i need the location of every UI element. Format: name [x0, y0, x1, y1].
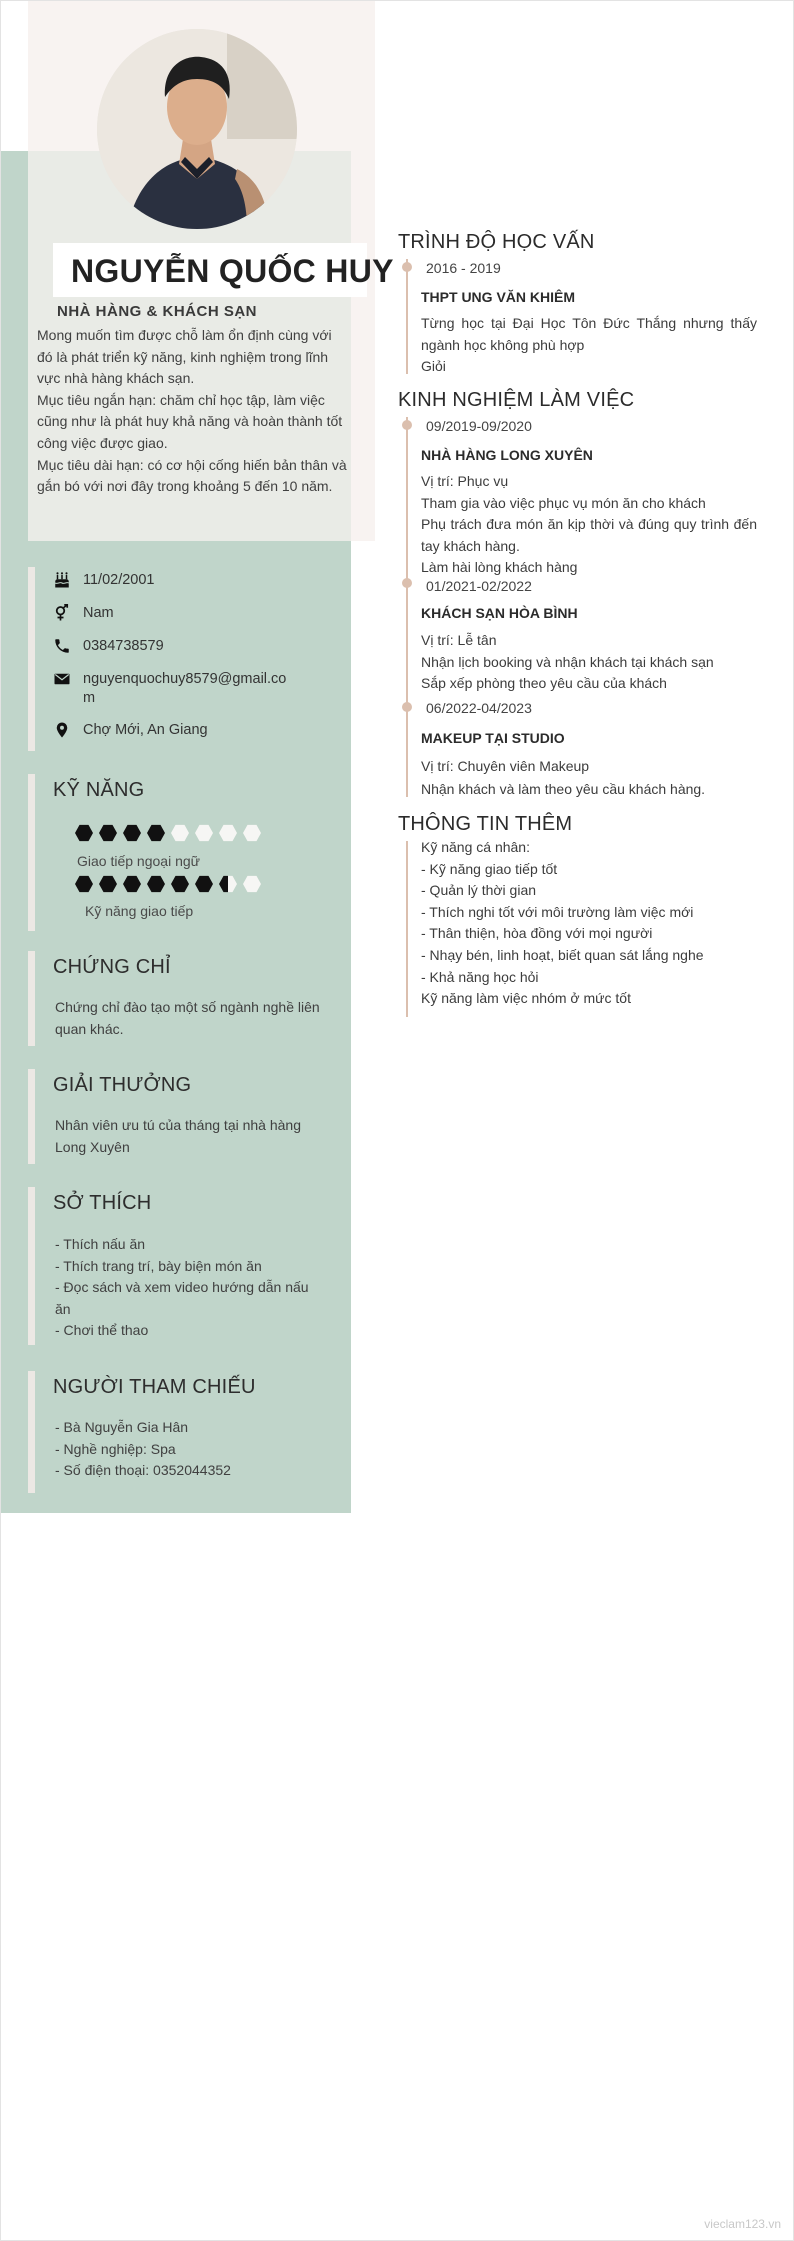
- hobbies-bar: [28, 1187, 35, 1345]
- skill-label: Kỹ năng giao tiếp: [85, 903, 194, 919]
- timeline-dot: [402, 262, 412, 272]
- list-item: - Số điện thoại: 0352044352: [55, 1462, 231, 1479]
- contact-gender: [51, 602, 341, 624]
- rating-hex: [147, 875, 165, 893]
- job-line: Làm hài lòng khách hàng: [421, 559, 578, 576]
- additional-line: Kỹ năng làm việc nhóm ở mức tốt: [421, 990, 631, 1007]
- job-line: Tham gia vào việc phục vụ món ăn cho khách: [421, 494, 706, 511]
- job-line: Phụ trách đưa món ăn kịp thời và đúng quy trình đến tay khách hàng.: [421, 516, 757, 554]
- rating-hex: [219, 875, 237, 893]
- skills-title: KỸ NĂNG: [53, 779, 145, 801]
- job-details: [421, 471, 757, 579]
- timeline-dot: [402, 702, 412, 712]
- timeline-line: [406, 259, 408, 374]
- rating-hex: [99, 824, 117, 842]
- certificates-title: CHỨNG CHỈ: [53, 956, 171, 978]
- rating-hex: [99, 875, 117, 893]
- contact-phone: [51, 635, 341, 657]
- contact-bar: [28, 567, 35, 751]
- contact-email: [51, 668, 341, 708]
- birthday-text: 11/02/2001: [83, 572, 155, 588]
- job-details: [421, 756, 757, 800]
- list-item: - Đọc sách và xem video hướng dẫn nấu ăn: [55, 1279, 309, 1317]
- skill-label: Giao tiếp ngoại ngữ: [77, 853, 201, 869]
- additional-line: - Nhạy bén, linh hoạt, biết quan sát lắng nghe: [421, 946, 704, 963]
- job-position: Vị trí: Lễ tân: [421, 632, 497, 648]
- timeline-dot: [402, 420, 412, 430]
- education-details: [421, 313, 757, 378]
- hobbies-list: [55, 1234, 325, 1342]
- experience-title: KINH NGHIỆM LÀM VIỆC: [398, 389, 635, 411]
- job-line: Nhận lịch booking và nhận khách tại khách sạn: [421, 653, 714, 670]
- rating-hex: [75, 824, 93, 842]
- rating-hex: [123, 824, 141, 842]
- additional-line: - Khả năng học hỏi: [421, 968, 539, 985]
- mail-icon: [51, 668, 73, 690]
- watermark: vieclam123.vn: [704, 2217, 781, 2231]
- references-bar: [28, 1371, 35, 1493]
- job-line: Sắp xếp phòng theo yêu cầu của khách: [421, 675, 667, 692]
- certificates-text: Chứng chỉ đào tạo một số ngành nghề liên quan khác.: [55, 999, 320, 1037]
- job-company: NHÀ HÀNG LONG XUYÊN: [421, 447, 593, 463]
- gender-text: Nam: [83, 605, 114, 621]
- education-line: Giỏi: [421, 358, 446, 375]
- list-item: - Nghề nghiệp: Spa: [55, 1440, 176, 1457]
- certificates-bar: [28, 951, 35, 1046]
- skill-rating-2: [75, 875, 261, 893]
- rating-hex: [123, 875, 141, 893]
- timeline-line: [406, 841, 408, 1017]
- skill-rating-1: [75, 824, 261, 842]
- job-title: NHÀ HÀNG & KHÁCH SẠN: [57, 303, 257, 320]
- contact-birthday: [51, 569, 341, 591]
- contact-list: [51, 569, 341, 752]
- rating-hex: [171, 824, 189, 842]
- rating-hex: [243, 875, 261, 893]
- location-icon: [51, 719, 73, 741]
- objective-paragraph: Mục tiêu ngắn hạn: chăm chỉ học tập, làm việc cũng như là phát huy khả năng và hoàn thành tốt công việc được giao.: [37, 391, 343, 451]
- list-item: - Thích trang trí, bày biện món ăn: [55, 1257, 262, 1274]
- rating-hex: [171, 875, 189, 893]
- additional-line: - Quản lý thời gian: [421, 882, 537, 899]
- rating-hex: [147, 824, 165, 842]
- job-position: Vị trí: Phục vụ: [421, 473, 509, 489]
- job-date: 06/2022-04/2023: [426, 700, 532, 716]
- career-objective: [37, 325, 347, 498]
- list-item: - Bà Nguyễn Gia Hân: [55, 1419, 189, 1435]
- rating-hex: [195, 824, 213, 842]
- rating-hex: [219, 824, 237, 842]
- job-position: Vị trí: Chuyên viên Makeup: [421, 758, 590, 774]
- education-line: Từng học tại Đại Học Tôn Đức Thắng nhưng thấy ngành học không phù hợp: [421, 315, 757, 353]
- additional-line: - Thân thiện, hòa đồng với mọi người: [421, 925, 653, 942]
- job-company: MAKEUP TẠI STUDIO: [421, 730, 565, 746]
- job-date: 09/2019-09/2020: [426, 418, 532, 434]
- additional-line: - Kỹ năng giao tiếp tốt: [421, 860, 558, 877]
- additional-title: THÔNG TIN THÊM: [398, 813, 573, 835]
- objective-paragraph: Mong muốn tìm được chỗ làm ổn định cùng với đó là phát triển kỹ năng, kinh nghiệm trong lĩnh vực nhà hàng khách sạn.: [37, 327, 332, 387]
- additional-line: - Thích nghi tốt với môi trường làm việc mới: [421, 903, 694, 920]
- hobbies-title: SỞ THÍCH: [53, 1192, 152, 1214]
- education-date: 2016 - 2019: [426, 260, 501, 276]
- additional-line: Kỹ năng cá nhân:: [421, 839, 530, 855]
- candidate-name: NGUYỄN QUỐC HUY: [71, 253, 394, 289]
- contact-address: [51, 719, 341, 741]
- phone-icon: [51, 635, 73, 657]
- phone-text: 0384738579: [83, 638, 164, 654]
- awards-text: Nhân viên ưu tú của tháng tại nhà hàng Long Xuyên: [55, 1117, 301, 1155]
- timeline-dot: [402, 578, 412, 588]
- job-line: Nhận khách và làm theo yêu cầu khách hàng.: [421, 780, 706, 797]
- references-list: [55, 1417, 325, 1482]
- awards-bar: [28, 1069, 35, 1164]
- address-text: Chợ Mới, An Giang: [83, 722, 208, 738]
- skills-bar: [28, 774, 35, 931]
- awards-title: GIẢI THƯỞNG: [53, 1074, 192, 1096]
- email-text: nguyenquochuy8579@gmail.com: [83, 671, 287, 706]
- cake-icon: [51, 569, 73, 591]
- rating-hex: [75, 875, 93, 893]
- job-details: [421, 630, 757, 695]
- avatar: [97, 29, 297, 229]
- education-school: THPT UNG VĂN KHIÊM: [421, 289, 575, 305]
- list-item: - Thích nấu ăn: [55, 1236, 146, 1252]
- rating-hex: [195, 875, 213, 893]
- job-company: KHÁCH SẠN HÒA BÌNH: [421, 605, 578, 621]
- objective-paragraph: Mục tiêu dài hạn: có cơ hội cống hiến bản thân và gắn bó với nơi đây trong khoảng 5 đến 10 năm.: [37, 456, 347, 495]
- gender-icon: [51, 602, 73, 624]
- timeline-line: [406, 417, 408, 797]
- education-title: TRÌNH ĐỘ HỌC VẤN: [398, 231, 595, 253]
- references-title: NGƯỜI THAM CHIẾU: [53, 1376, 256, 1398]
- rating-hex: [243, 824, 261, 842]
- job-date: 01/2021-02/2022: [426, 578, 532, 594]
- additional-details: [421, 837, 757, 1010]
- list-item: - Chơi thể thao: [55, 1322, 149, 1339]
